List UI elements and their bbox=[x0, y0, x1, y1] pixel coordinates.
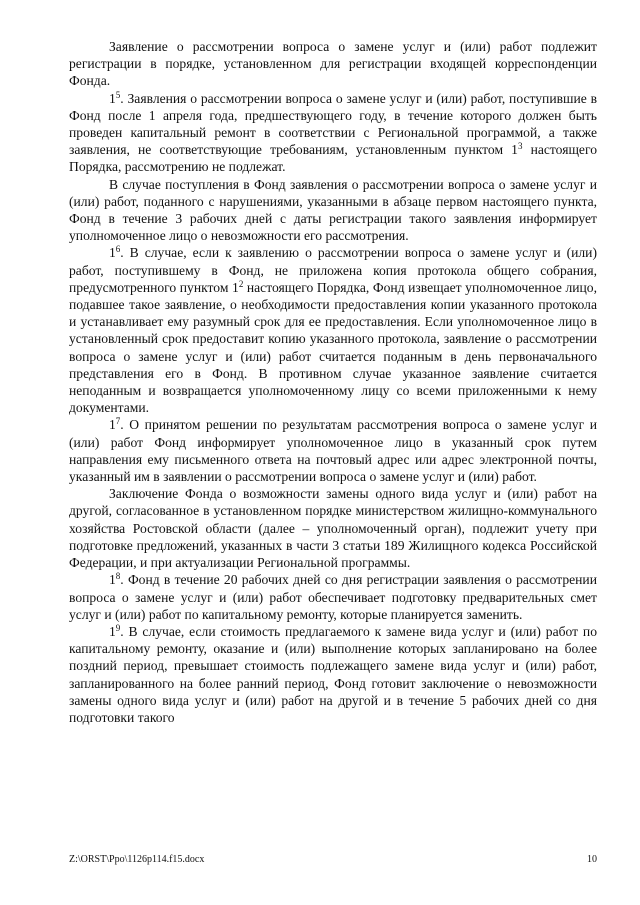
paragraph-text-tail: настоящего Порядка, Фонд извещает уполномоченное лицо, подавшее такое заявление, о необходимости предоставления копии указанного протокола и устанавливает ему разумный срок для ее предоставления. Если уполномоченное лицо в установленный срок предоставит копию указанного протокола, заявление о рассмотрении вопроса о замене услуг и (или) работ считается поданным в день первоначального представления его в Фонд. В противном случае указанное заявление считается неподанным и возвращается уполномоченному лицу со всеми приложенными к нему документами. bbox=[69, 279, 597, 416]
page-number: 10 bbox=[587, 854, 597, 865]
reference-superscript: 2 bbox=[238, 278, 244, 289]
document-body bbox=[69, 38, 597, 726]
clause-number: 1 bbox=[109, 245, 116, 261]
clause-number: 1 bbox=[109, 572, 116, 588]
paragraph-1-7 bbox=[69, 416, 597, 485]
paragraph-text-tail: настоящего Порядка, рассмотрению не подлежат. bbox=[69, 142, 598, 175]
clause-number: 1 bbox=[109, 623, 116, 639]
paragraph-text: . О принятом решении по результатам рассмотрения вопроса о замене услуг и (или) работ Фонд информирует уполномоченное лицо в указанный срок путем направления ему письменного ответа на почтовый адрес или адрес электронной почты, указанный им в заявлении о рассмотрении вопроса о замене услуг и (или) работ. bbox=[69, 417, 597, 485]
reference-superscript: 3 bbox=[517, 141, 523, 152]
clause-number-superscript: 6 bbox=[115, 244, 121, 255]
paragraph-registration bbox=[69, 38, 597, 90]
paragraph-1-6 bbox=[69, 244, 597, 416]
clause-number-superscript: 9 bbox=[115, 622, 121, 633]
paragraph-text: . В случае, если к заявлению о рассмотрении вопроса о замене услуг и (или) работ, поступившему в Фонд, не приложена копия протокола общего собрания, предусмотренного пунктом 1 bbox=[69, 245, 597, 295]
paragraph-1-5 bbox=[69, 90, 597, 176]
clause-number: 1 bbox=[109, 90, 116, 106]
paragraph-violation-notice bbox=[69, 176, 597, 245]
clause-number-superscript: 8 bbox=[115, 571, 121, 582]
paragraph-text: В случае поступления в Фонд заявления о рассмотрении вопроса о замене услуг и (или) работ, поданного с нарушениями, указанными в абзаце первом настоящего пункта, Фонд в течение 3 рабочих дней с даты регистрации такого заявления информирует уполномоченное лицо о невозможности его рассмотрения. bbox=[69, 176, 597, 244]
paragraph-text: . Фонд в течение 20 рабочих дней со дня регистрации заявления о рассмотрении вопроса о замене услуг и (или) работ обеспечивает подготовку предварительных смет услуг и (или) работ по капитальному ремонту, которые планируется заменить. bbox=[69, 572, 597, 622]
paragraph-text: Заявление о рассмотрении вопроса о замене услуг и (или) работ подлежит регистрации в порядке, установленном для регистрации входящей корреспонденции Фонда. bbox=[69, 39, 597, 89]
paragraph-text: . В случае, если стоимость предлагаемого к замене вида услуг и (или) работ по капитальному ремонту, оказание и (или) выполнение которых запланировано на более поздний период, превышает стоимость подлежащего замене вида услуг и (или) работ, запланированного на более ранний период, Фонд готовит заключение о невозможности замены одного вида услуг и (или) работ на другой и в течение 5 рабочих дней со дня подготовки такого bbox=[69, 623, 597, 725]
clause-number-superscript: 5 bbox=[115, 89, 121, 100]
paragraph-fund-conclusion bbox=[69, 485, 597, 571]
paragraph-1-8 bbox=[69, 571, 597, 623]
paragraph-1-9 bbox=[69, 623, 597, 726]
clause-number: 1 bbox=[109, 417, 116, 433]
clause-number-superscript: 7 bbox=[115, 416, 121, 427]
file-path: Z:\ORST\Ppo\1126p114.f15.docx bbox=[69, 854, 205, 865]
paragraph-text: . Заявления о рассмотрении вопроса о замене услуг и (или) работ, поступившие в Фонд после 1 апреля года, предшествующего году, в течение которого должен быть проведен капитальный ремонт в соответствии с Региональной программой, а также заявления, не соответствующие требованиям, установленным пунктом 1 bbox=[69, 90, 597, 158]
paragraph-text: Заключение Фонда о возможности замены одного вида услуг и (или) работ на другой, согласованное в установленном порядке министерством жилищно-коммунального хозяйства Ростовской области (далее – уполномоченный орган), подлежит учету при подготовке предложений, указанных в части 3 статьи 189 Жилищного кодекса Российской Федерации, и при актуализации Региональной программы. bbox=[69, 486, 597, 571]
